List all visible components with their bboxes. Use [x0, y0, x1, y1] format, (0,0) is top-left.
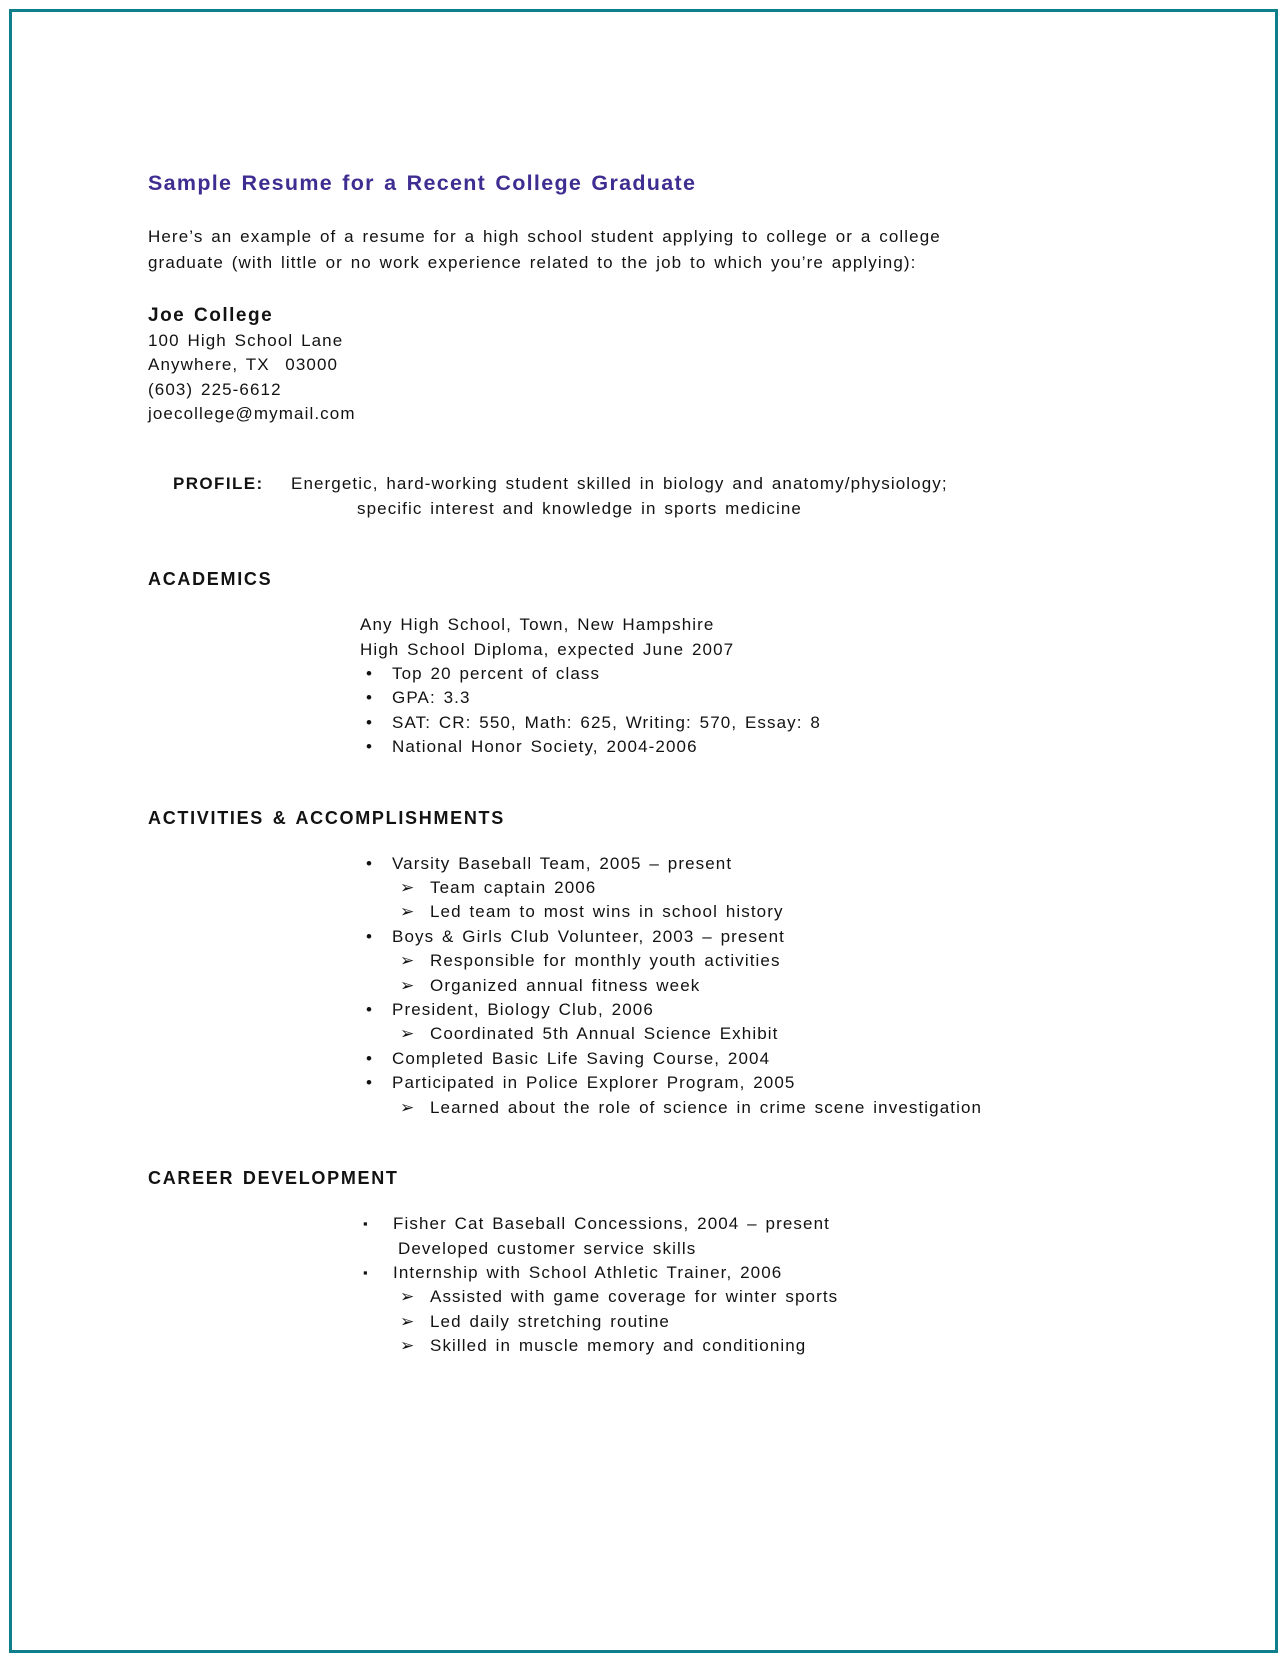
address-line-1: 100 High School Lane — [148, 331, 344, 350]
list-item — [360, 925, 1113, 949]
list-item-text: President, Biology Club, 2006 — [392, 1000, 654, 1020]
list-item-text: Organized annual fitness week — [430, 975, 701, 995]
arrow-bullet-icon: ➢ — [400, 902, 416, 922]
list-item-text: Fisher Cat Baseball Concessions, 2004 – present — [393, 1214, 830, 1234]
list-item-text: Developed customer service skills — [398, 1238, 697, 1258]
list-item — [360, 1212, 1113, 1236]
list-item — [400, 1285, 1113, 1309]
list-item — [360, 1071, 1113, 1095]
intro-line: graduate (with little or no work experience related to the job to which you’re applying): — [148, 252, 917, 272]
profile-text — [291, 471, 948, 521]
bullet-icon: • — [366, 688, 374, 708]
list-item — [360, 662, 1113, 686]
bullet-icon: • — [366, 1073, 374, 1093]
bullet-icon: • — [366, 853, 374, 873]
bullet-icon: • — [366, 664, 374, 683]
list-item-text: Coordinated 5th Annual Science Exhibit — [430, 1024, 779, 1044]
arrow-bullet-icon: ➢ — [400, 1287, 416, 1307]
diploma-line: High School Diploma, expected June 2007 — [360, 639, 735, 659]
bullet-icon: • — [366, 712, 374, 732]
bullet-icon: • — [366, 1000, 374, 1020]
arrow-bullet-icon: ➢ — [400, 1311, 416, 1331]
list-item — [360, 998, 1113, 1022]
page-title: Sample Resume for a Recent College Graduate — [148, 171, 697, 195]
square-bullet-icon: ▪ — [363, 1264, 369, 1280]
phone-number: (603) 225-6612 — [148, 379, 282, 399]
intro-line: Here’s an example of a resume for a high school student applying to college or a college — [148, 227, 941, 246]
list-item — [360, 711, 1113, 735]
arrow-bullet-icon: ➢ — [400, 1097, 416, 1117]
career-list — [360, 1212, 1113, 1358]
list-item-text: Led daily stretching routine — [430, 1311, 670, 1331]
career-heading: CAREER DEVELOPMENT — [148, 1168, 399, 1189]
arrow-bullet-icon: ➢ — [400, 1024, 416, 1044]
list-item — [400, 974, 1113, 998]
list-item-text: Assisted with game coverage for winter sports — [430, 1287, 839, 1307]
list-item — [400, 876, 1113, 900]
bullet-icon: • — [366, 737, 374, 757]
bullet-icon: • — [366, 926, 374, 946]
school-line: Any High School, Town, New Hampshire — [360, 615, 715, 635]
list-item-text: Top 20 percent of class — [392, 664, 601, 683]
list-item-text: National Honor Society, 2004-2006 — [392, 737, 698, 757]
square-bullet-icon: ▪ — [363, 1216, 369, 1232]
list-item-text: GPA: 3.3 — [392, 688, 471, 708]
list-item — [360, 735, 1113, 759]
list-item — [360, 686, 1113, 710]
academics-list — [360, 613, 1113, 759]
bullet-icon: • — [366, 1048, 374, 1068]
email-address: joecollege@mymail.com — [148, 403, 356, 423]
candidate-name: Joe College — [148, 305, 274, 326]
list-item — [400, 900, 1113, 924]
profile-line: Energetic, hard-working student skilled in biology and anatomy/physiology; — [291, 474, 948, 494]
profile-label: PROFILE: — [173, 474, 264, 494]
list-item-text: Boys & Girls Club Volunteer, 2003 – present — [392, 926, 785, 946]
list-item — [398, 1237, 1113, 1261]
arrow-bullet-icon: ➢ — [400, 878, 416, 898]
profile-section — [173, 471, 1113, 521]
document-content — [148, 170, 1113, 1359]
list-item-text: Completed Basic Life Saving Course, 2004 — [392, 1048, 771, 1068]
list-item-text: Participated in Police Explorer Program, 2005 — [392, 1073, 796, 1093]
list-item — [360, 1047, 1113, 1071]
list-item-text: Skilled in muscle memory and conditioning — [430, 1336, 807, 1356]
list-item-text: Internship with School Athletic Trainer, 2006 — [393, 1262, 783, 1282]
activities-list — [360, 852, 1113, 1120]
list-item — [360, 1261, 1113, 1285]
list-item-text: Learned about the role of science in crime scene investigation — [430, 1097, 983, 1117]
intro-paragraph — [148, 224, 1113, 275]
list-item — [400, 1022, 1113, 1046]
list-item-text: Team captain 2006 — [430, 878, 597, 898]
list-item — [400, 1334, 1113, 1358]
activities-heading: ACTIVITIES & ACCOMPLISHMENTS — [148, 807, 505, 828]
arrow-bullet-icon: ➢ — [400, 951, 416, 971]
profile-line: specific interest and knowledge in sports medicine — [357, 499, 802, 519]
list-item — [360, 852, 1113, 876]
list-item-text: SAT: CR: 550, Math: 625, Writing: 570, Essay: 8 — [392, 712, 821, 732]
arrow-bullet-icon: ➢ — [400, 975, 416, 995]
academics-heading: ACADEMICS — [148, 569, 273, 590]
list-item — [400, 1310, 1113, 1334]
list-item-text: Responsible for monthly youth activities — [430, 951, 781, 971]
list-item-text: Led team to most wins in school history — [430, 902, 784, 922]
address-line-2: Anywhere, TX 03000 — [148, 355, 339, 375]
list-item — [400, 949, 1113, 973]
list-item — [400, 1096, 1113, 1120]
arrow-bullet-icon: ➢ — [400, 1336, 416, 1356]
list-item-text: Varsity Baseball Team, 2005 – present — [392, 853, 733, 873]
